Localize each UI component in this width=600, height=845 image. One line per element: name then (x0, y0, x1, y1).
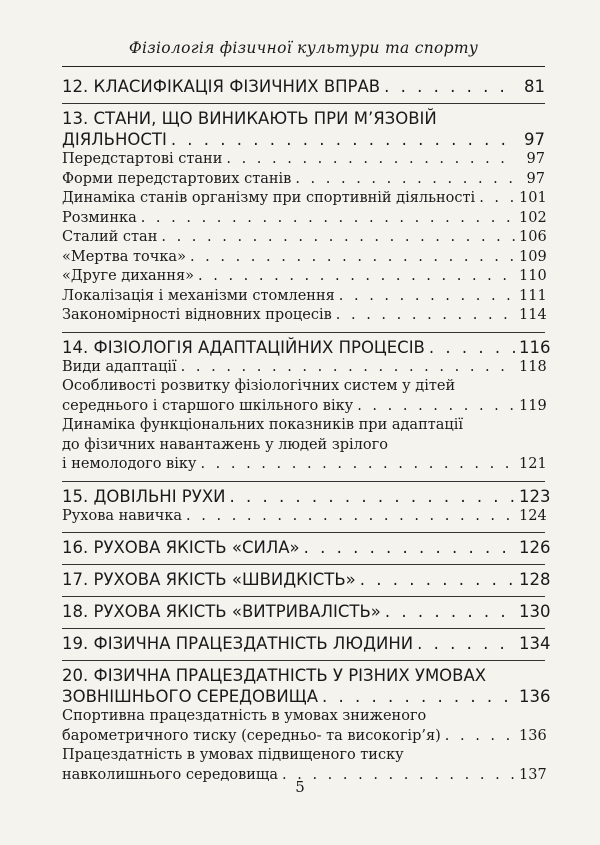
chapter-number: 13. (62, 109, 89, 128)
subentry-title: барометричного тиску (середньо- та високогір’я) (62, 727, 441, 744)
toc-entry[interactable] (62, 601, 551, 622)
dot-leader (295, 170, 515, 190)
toc-entry[interactable] (62, 129, 545, 150)
toc-entry[interactable] (62, 537, 551, 558)
subentry-title: Локалізація і механізми стомлення (62, 287, 335, 304)
toc-subentry[interactable] (62, 306, 545, 326)
dot-leader (198, 267, 515, 287)
toc-subentry[interactable] (62, 727, 545, 747)
chapter-title: ЗОВНІШНЬОГО СЕРЕДОВИЩА (62, 687, 319, 706)
chapter-number: 14. (62, 337, 89, 357)
subentry-title: і немолодого віку (62, 456, 197, 472)
subentry-title-line: до фізичних навантажень у людей зрілого (62, 436, 388, 453)
toc-subentry[interactable] (62, 267, 545, 287)
chapter-title: РУХОВА ЯКІСТЬ «ВИТРИВАЛІСТЬ» (93, 602, 381, 621)
dot-leader (200, 455, 515, 475)
dot-leader (226, 150, 515, 170)
toc-chapter-16 (62, 533, 551, 565)
toc-chapter-13 (62, 104, 545, 333)
toc-entry[interactable] (62, 569, 551, 590)
toc-subentry[interactable] (62, 209, 545, 229)
toc-chapter-15 (62, 482, 551, 534)
toc-entry[interactable] (62, 76, 545, 97)
subentry-title: Розминка (62, 209, 137, 226)
page-number: 110 (519, 268, 547, 284)
page-number: 97 (524, 130, 545, 149)
dot-leader (445, 727, 515, 747)
page-footer (0, 778, 600, 796)
page-number: 97 (526, 170, 545, 187)
chapter-title-line (62, 665, 545, 686)
chapter-title: РУХОВА ЯКІСТЬ «СИЛА» (93, 538, 300, 557)
toc-entry[interactable] (62, 486, 551, 507)
toc-chapter-12 (62, 72, 545, 104)
toc-chapter-18 (62, 597, 551, 629)
table-of-contents (62, 72, 551, 791)
dot-leader (479, 189, 515, 209)
toc-subentry[interactable] (62, 358, 545, 378)
page-number: 128 (519, 570, 551, 589)
page-number: 116 (519, 337, 551, 357)
subentry-title: Передстартові стани (62, 151, 223, 167)
page-number: 124 (519, 507, 547, 524)
dot-leader (385, 601, 515, 622)
page-number: 111 (519, 287, 547, 304)
dot-leader (336, 306, 515, 326)
subentry-title: «Мертва точка» (62, 248, 186, 265)
dot-leader (190, 248, 515, 268)
running-header (62, 30, 545, 67)
toc-subentry[interactable] (62, 170, 545, 190)
page-number: 137 (519, 766, 547, 783)
subentry-title-line: Динаміка функціональних показників при адаптації (62, 417, 464, 433)
dot-leader (161, 228, 515, 248)
dot-leader (229, 486, 515, 507)
chapter-number: 12. (62, 77, 89, 96)
subentry-title: Динаміка станів організму при спортивній діяльності (62, 190, 476, 206)
toc-subentry[interactable] (62, 507, 545, 527)
chapter-title-line1: СТАНИ, ЩО ВИНИКАЮТЬ ПРИ М’ЯЗОВІЙ (93, 109, 437, 128)
chapter-title-line1: ФІЗИЧНА ПРАЦЕЗДАТНІСТЬ У РІЗНИХ УМОВАХ (93, 666, 487, 685)
toc-chapter-20 (62, 661, 551, 791)
toc-entry[interactable] (62, 337, 551, 358)
page-number: 81 (524, 77, 545, 96)
chapter-number: 18. (62, 602, 89, 621)
chapter-title-line (62, 108, 545, 129)
page-number: 123 (519, 486, 551, 506)
dot-leader (357, 397, 515, 417)
chapter-number: 20. (62, 666, 89, 685)
running-header-title: Фізіологія фізичної культури та спорту (128, 39, 479, 57)
subentry-title: Закономірності відновних процесів (62, 307, 332, 323)
dot-leader (171, 129, 515, 150)
toc-chapter-19 (62, 629, 551, 661)
page-number: 134 (519, 634, 551, 653)
page-number: 101 (519, 190, 547, 206)
chapter-title: ДОВІЛЬНІ РУХИ (93, 486, 226, 506)
toc-chapter-17 (62, 565, 551, 597)
dot-leader (417, 633, 515, 654)
page-number: 119 (519, 397, 547, 414)
chapter-title: КЛАСИФІКАЦІЯ ФІЗИЧНИХ ВПРАВ (93, 77, 381, 96)
folio-page-number: 5 (295, 778, 305, 796)
dot-leader (360, 569, 515, 590)
page-number: 121 (519, 456, 547, 472)
subentry-title: середнього і старшого шкільного віку (62, 397, 354, 414)
page-number: 97 (526, 151, 545, 167)
subentry-title: Форми передстартових станів (62, 170, 292, 187)
subentry-title: навколишнього середовища (62, 766, 279, 783)
page-number: 106 (519, 229, 547, 245)
dot-leader (322, 686, 515, 707)
page-number: 114 (519, 307, 547, 323)
toc-subentry[interactable] (62, 287, 545, 307)
chapter-number: 19. (62, 634, 89, 653)
page-number: 102 (519, 209, 547, 226)
page-number: 118 (519, 358, 547, 375)
toc-subentry[interactable] (62, 189, 545, 209)
chapter-number: 17. (62, 570, 89, 589)
dot-leader (141, 209, 515, 229)
dot-leader (339, 287, 515, 307)
toc-subentry[interactable] (62, 150, 545, 170)
dot-leader (186, 507, 515, 527)
chapter-title: РУХОВА ЯКІСТЬ «ШВИДКІСТЬ» (93, 570, 356, 589)
page-number: 136 (519, 687, 551, 706)
toc-subentry[interactable] (62, 455, 545, 475)
dot-leader (304, 537, 515, 558)
chapter-number: 16. (62, 538, 89, 557)
subentry-title: «Друге дихання» (62, 268, 195, 284)
toc-subentry[interactable] (62, 228, 545, 248)
subentry-title: Сталий стан (62, 229, 158, 245)
toc-subentry[interactable] (62, 397, 545, 417)
subentry-title-line: Особливості розвитку фізіологічних систем у дітей (62, 378, 456, 394)
toc-subentry[interactable] (62, 248, 545, 268)
toc-chapter-14 (62, 333, 551, 482)
page-number: 136 (519, 727, 547, 744)
chapter-title: ДІЯЛЬНОСТІ (62, 130, 167, 149)
page-number: 126 (519, 538, 551, 557)
page-number: 130 (519, 602, 551, 621)
chapter-title: ФІЗИЧНА ПРАЦЕЗДАТНІСТЬ ЛЮДИНИ (93, 634, 414, 653)
page-number: 109 (519, 248, 547, 265)
dot-leader (384, 76, 515, 97)
subentry-title-line: Спортивна працездатність в умовах зниженого (62, 708, 427, 724)
chapter-number: 15. (62, 486, 89, 506)
subentry-title: Види адаптації (62, 358, 177, 375)
toc-entry[interactable] (62, 633, 551, 654)
toc-entry[interactable] (62, 686, 551, 707)
chapter-title: ФІЗІОЛОГІЯ АДАПТАЦІЙНИХ ПРОЦЕСІВ (93, 337, 425, 357)
subentry-title: Рухова навичка (62, 507, 183, 524)
dot-leader (181, 358, 515, 378)
subentry-title-line: Працездатність в умовах підвищеного тиску (62, 747, 404, 763)
dot-leader (429, 337, 515, 358)
